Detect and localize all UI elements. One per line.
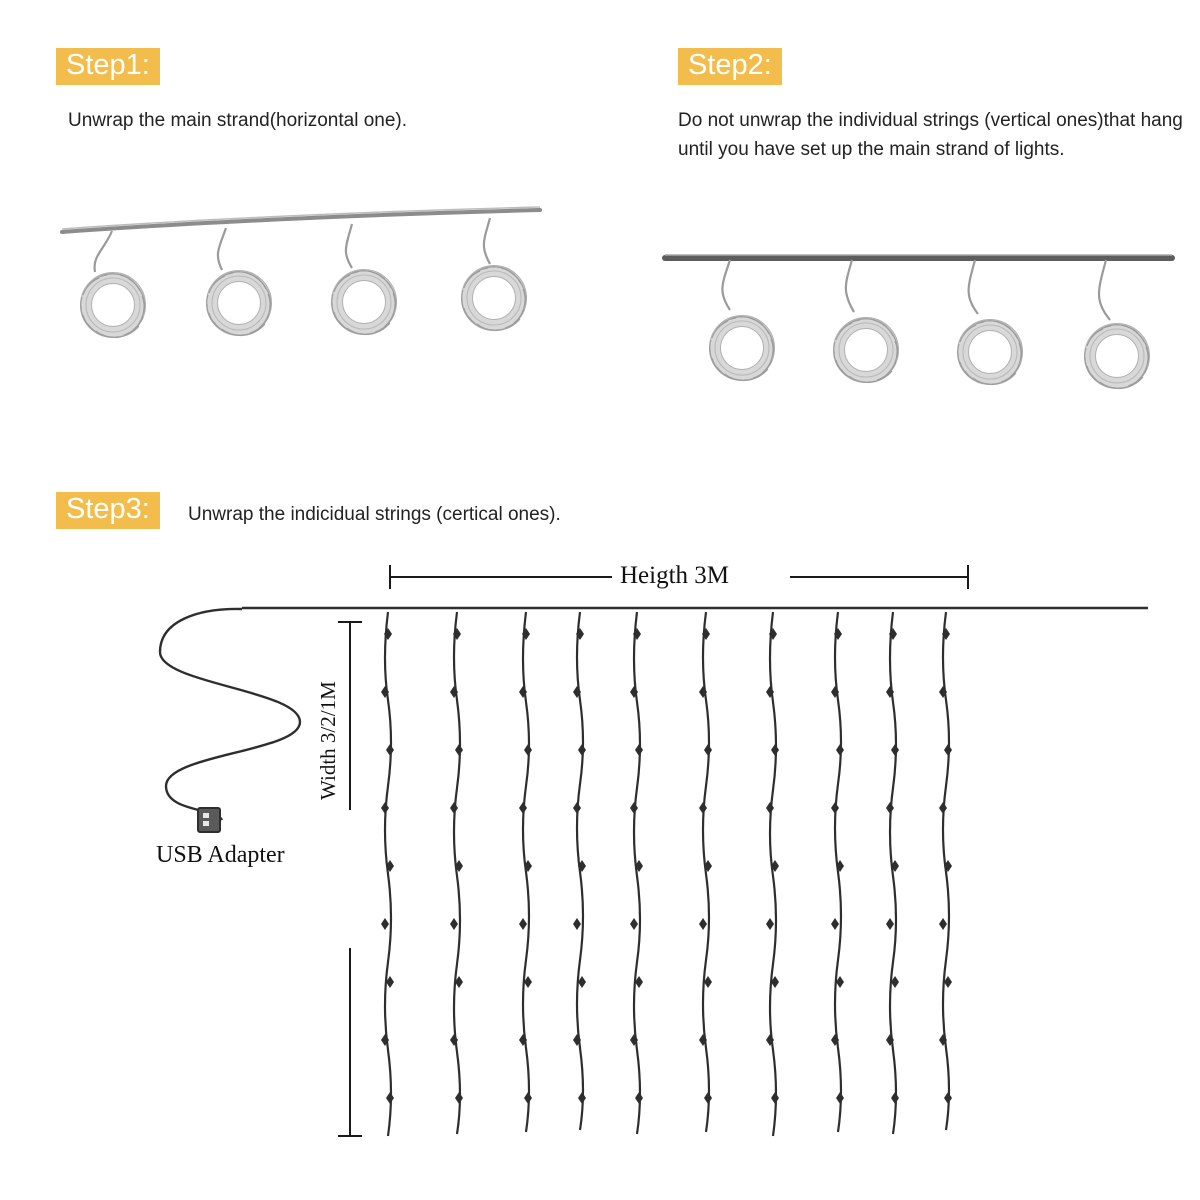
step3-tag: Step3: (56, 492, 160, 529)
height-dimension-label: Heigth 3M (620, 562, 730, 589)
step3-illustration (160, 565, 1148, 1136)
width-dimension-line (338, 622, 362, 1136)
step2-illustration (665, 255, 1172, 389)
vertical-strings (385, 612, 949, 1136)
usb-adapter-label: USB Adapter (156, 842, 285, 868)
led-bulbs (381, 628, 952, 1104)
step1-tag: Step1: (56, 48, 160, 85)
step1-description: Unwrap the main strand(horizontal one). (68, 110, 408, 131)
step2-description: Do not unwrap the individual strings (vertical ones)that hang until you have set up the main strand of lights. (678, 110, 1183, 161)
step1-illustration (62, 207, 540, 338)
usb-adapter-icon (198, 808, 220, 832)
step2-tag: Step2: (678, 48, 782, 85)
step3-description: Unwrap the indicidual strings (certical ones). (188, 504, 561, 525)
width-dimension-label: Width 3/2/1M (316, 681, 340, 800)
